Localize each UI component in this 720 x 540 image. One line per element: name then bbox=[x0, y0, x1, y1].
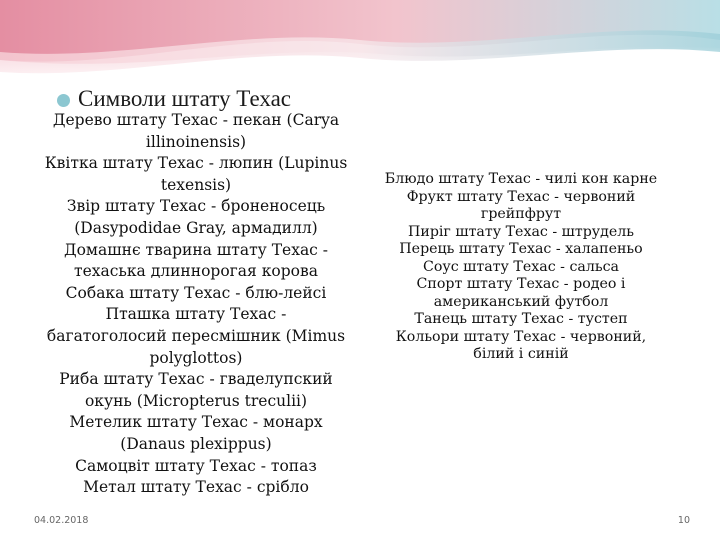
text-line: (Danaus plexippus) bbox=[120, 434, 272, 453]
text-line: Пташка штату Техас - bbox=[105, 305, 287, 324]
text-line: Звір штату Техас - броненосець bbox=[66, 197, 326, 216]
text-line: Танець штату Техас - тустеп bbox=[414, 311, 628, 327]
text-line: техаська длиннорогая корова bbox=[74, 262, 318, 281]
text-line: Квітка штату Техас - люпин (Lupinus bbox=[44, 154, 348, 173]
text-line: грейпфрут bbox=[480, 206, 562, 222]
text-line: Кольори штату Техас - червоний, bbox=[395, 328, 647, 345]
text-line: Пиріг штату Техас - штрудель bbox=[407, 223, 634, 240]
text-line: багатоголосий пересмішник (Mimus bbox=[46, 326, 346, 345]
text-line: американський футбол bbox=[433, 293, 609, 310]
text-line: polyglottos) bbox=[149, 348, 243, 367]
text-line: окунь (Micropterus treculii) bbox=[84, 391, 308, 410]
text-line: білий і синій bbox=[473, 346, 569, 362]
text-line: Спорт штату Техас - родео і bbox=[416, 276, 626, 292]
right-text-column bbox=[362, 171, 680, 364]
text-line: Перець штату Техас - халапеньо bbox=[399, 241, 643, 257]
text-line: Самоцвіт штату Техас - топаз bbox=[75, 456, 317, 475]
text-line: Соус штату Техас - сальса bbox=[422, 258, 620, 275]
page-number: 10 bbox=[677, 515, 690, 526]
text-line: Фрукт штату Техас - червоний bbox=[406, 188, 636, 205]
text-line: (Dasypodidae Gray, армадилл) bbox=[74, 218, 318, 237]
text-line: texensis) bbox=[160, 175, 232, 194]
text-line: Домашнє тварина штату Техас - bbox=[63, 240, 329, 259]
text-line: Риба штату Техас - гваделупский bbox=[59, 370, 333, 389]
decorative-header-waves bbox=[0, 0, 720, 90]
text-line: Дерево штату Техас - пекан (Carya bbox=[52, 111, 340, 129]
footer-date: 04.02.2018 bbox=[34, 515, 89, 526]
slide-title: Символи штату Техас bbox=[78, 86, 291, 111]
text-line: Метал штату Техас - срібло bbox=[83, 478, 309, 497]
left-text-column bbox=[34, 110, 358, 499]
text-line: Метелик штату Техас - монарх bbox=[69, 413, 323, 432]
text-line: illinoinensis) bbox=[145, 132, 247, 151]
text-line: Собака штату Техас - блю-лейсі bbox=[65, 283, 327, 302]
text-line: Блюдо штату Техас - чилі кон карне bbox=[384, 171, 658, 187]
bullet-icon bbox=[57, 94, 70, 107]
